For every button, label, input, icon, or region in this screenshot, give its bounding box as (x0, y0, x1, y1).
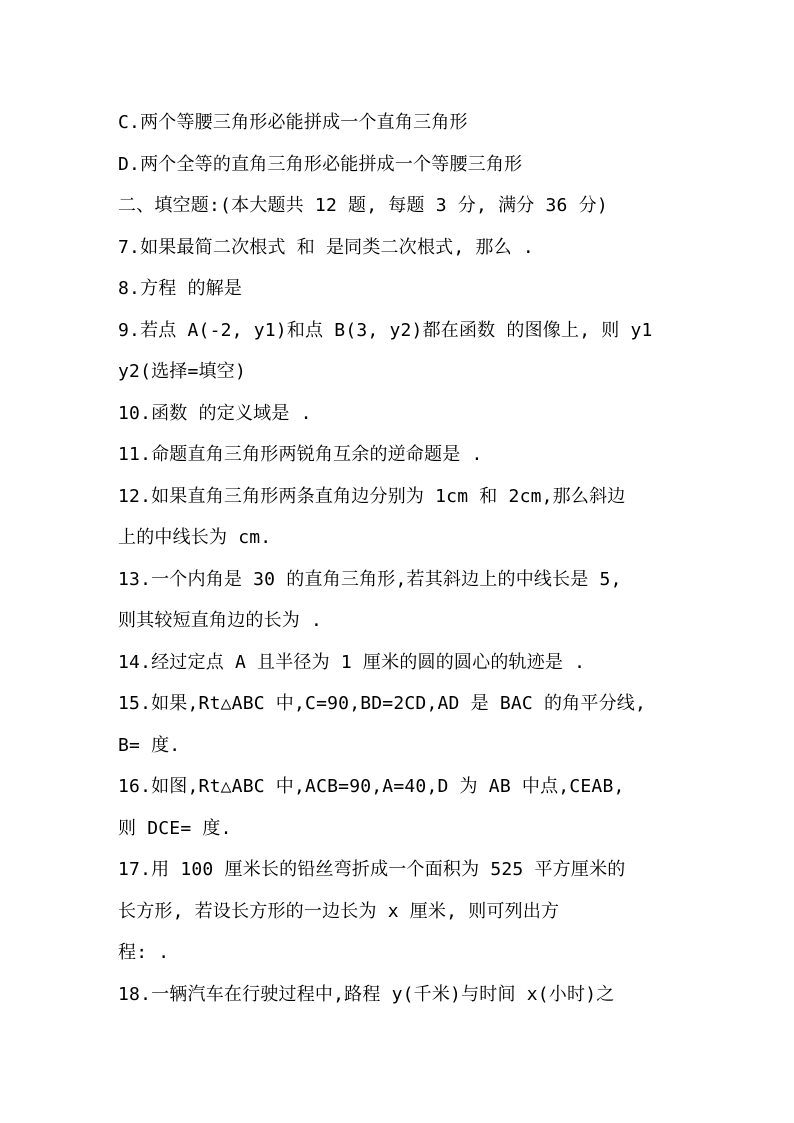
question-13: 13.一个内角是 30 的直角三角形,若其斜边上的中线长是 5, (118, 568, 622, 590)
question-10: 10.函数 的定义域是 . (118, 402, 312, 424)
document-body (118, 102, 678, 1015)
section-heading: 二、填空题:(本大题共 12 题, 每题 3 分, 满分 36 分) (118, 195, 608, 216)
question-12: 12.如果直角三角形两条直角边分别为 1cm 和 2cm,那么斜边 (118, 485, 626, 507)
question-17: 17.用 100 厘米长的铅丝弯折成一个面积为 525 平方厘米的 (118, 859, 626, 880)
question-18: 18.一辆汽车在行驶过程中,路程 y(千米)与时间 x(小时)之 (118, 983, 615, 1005)
question-8: 8.方程 的解是 (118, 278, 243, 299)
question-15-continued: B= 度. (118, 734, 181, 756)
question-17-continued-2: 程: . (118, 942, 170, 963)
option-c-line: C.两个等腰三角形必能拼成一个直角三角形 (118, 112, 468, 133)
question-14: 14.经过定点 A 且半径为 1 厘米的圆的圆心的轨迹是 . (118, 651, 586, 673)
question-12-continued: 上的中线长为 cm. (118, 527, 272, 548)
question-7: 7.如果最简二次根式 和 是同类二次根式, 那么 . (118, 236, 534, 258)
question-13-continued: 则其较短直角边的长为 . (118, 610, 323, 631)
question-16-continued: 则 DCE= 度. (118, 817, 232, 839)
question-15: 15.如果,Rt△ABC 中,C=90,BD=2CD,AD 是 BAC 的角平分线, (118, 693, 647, 714)
question-9-continued: y2(选择=填空) (118, 361, 246, 382)
question-9: 9.若点 A(-2, y1)和点 B(3, y2)都在函数 的图像上, 则 y1 (118, 319, 653, 341)
question-17-continued: 长方形, 若设长方形的一边长为 x 厘米, 则可列出方 (118, 900, 560, 922)
option-d-line: D.两个全等的直角三角形必能拼成一个等腰三角形 (118, 153, 523, 175)
question-11: 11.命题直角三角形两锐角互余的逆命题是 . (118, 444, 483, 465)
question-16: 16.如图,Rt△ABC 中,ACB=90,A=40,D 为 AB 中点,CEAB, (118, 776, 625, 797)
